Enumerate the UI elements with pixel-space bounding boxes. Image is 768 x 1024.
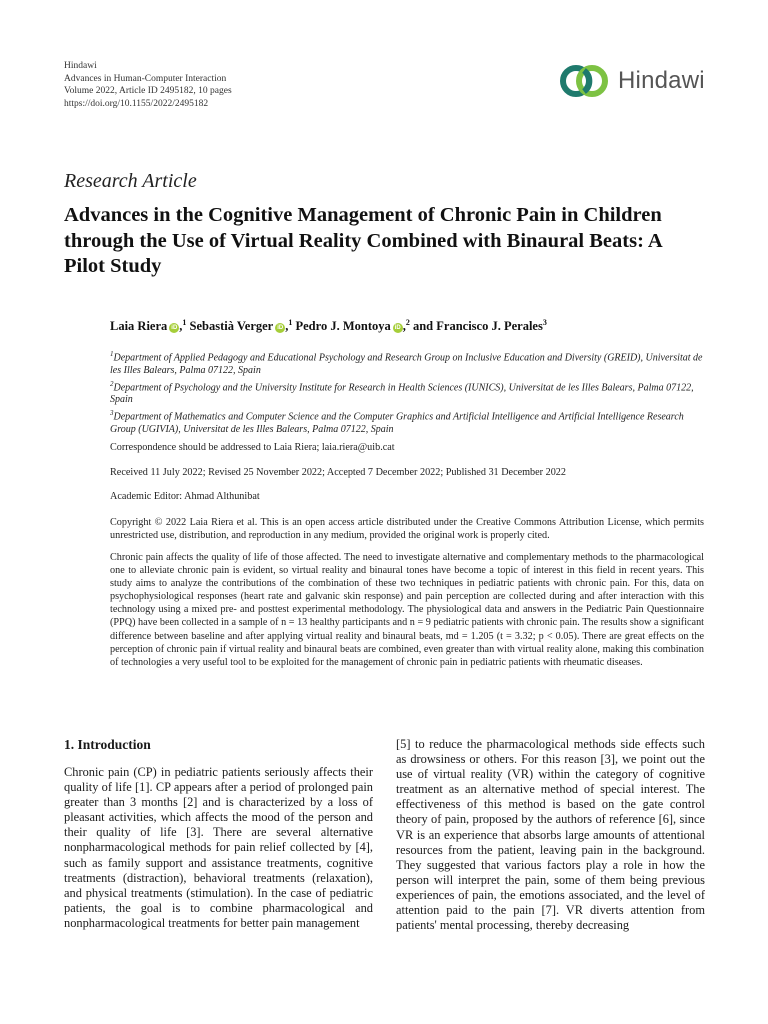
affiliation-number: 2 xyxy=(110,379,114,388)
journal-header xyxy=(64,60,232,110)
hindawi-logo xyxy=(558,62,705,100)
publisher-name: Hindawi xyxy=(64,61,97,71)
orcid-icon[interactable]: iD xyxy=(171,325,178,332)
author-list: Laia Riera iD ,$^1$ Sebastià Verger iD ,$^1$ Pedro J. Montoya iD ,$^2$ and Francisco J. Perales$^3$ xyxy=(110,318,547,334)
academic-editor: Academic Editor: Ahmad Althunibat xyxy=(110,491,260,502)
intro-paragraph-continued: [5] to reduce the pharmacological methods side effects such as drowsiness or others. For this reason [3], we point out the use of virtual reality (VR) within the category of cognitive treatment as an alternative method of special interest. The effectiveness of this method is based on the gate control theory of pain, proposed by the authors of reference [6], since VR is an experience that absorbs large amounts of attentional resources from the patient, leaving pain in the background. They suggested that various factors play a role in how the person will interpret the pain, some of them being previous experiences of pain, the emotions associated, and the level of attention paid to the pain [7]. VR diverts attention from patients' mental processing, thereby decreasing xyxy=(396,737,705,933)
orcid-icon[interactable]: iD xyxy=(394,325,401,332)
affiliation-number: 1 xyxy=(110,350,114,358)
article-type: Research Article xyxy=(64,170,197,192)
section-heading: 1. Introduction xyxy=(64,737,151,752)
article-title: Advances in the Cognitive Management of Chronic Pain in Children through the Use of Virtual Reality Combined with Binaural Beats: A Pilot Study xyxy=(64,204,662,277)
affiliation-item xyxy=(110,348,710,378)
affiliation-text: Department of Mathematics and Computer Science and the Computer Graphics and Artificial Intelligence and Artificial Intelligence Research Group (UGIVIA), Universitat de les Illes Balears, Palma 07122, Spain xyxy=(110,411,684,435)
journal-name: Advances in Human-Computer Interaction xyxy=(64,73,227,84)
hindawi-logo-icon xyxy=(558,62,612,100)
abstract: Chronic pain affects the quality of life of those affected. The need to investigate alternative and complementary methods to the pharmacological one to alleviate chronic pain is evident, so virtual reality and binaural tones have become a topic of interest in this field in recent years. This study aims to analyze the contributions of the combination of these two techniques in pediatric patients with chronic pain. For this, data on psychophysiological responses (heart rate and galvanic skin response) and pain perception are collected during and after interaction with this technology using a mixed pre- and posttest experimental methodology. The physiological data and answers in the Pediatric Pain Questionnaire (PPQ) have been collected in a sample of n = 13 healthy participants and n = 9 pediatric patients with chronic pain. The results show a significant difference between baseline and after applying virtual reality and binaural beats, md = 1.205 (t = 3.32; p < 0.05). There are great effects on the perception of chronic pain if virtual reality and binaural beats are combined, even greater than with virtual reality alone, making this combination of technologies a very useful tool to be exploited for the management of chronic pain in pediatric patients with rheumatic diseases. xyxy=(110,552,704,668)
author-name: Pedro J. Montoya xyxy=(295,319,391,334)
affiliation-number: 3 xyxy=(110,409,114,418)
logo-wordmark: Hindawi xyxy=(618,67,705,94)
intro-left-column xyxy=(64,737,373,931)
copyright-notice: Copyright © 2022 Laia Riera et al. This is an open access article distributed under the Creative Commons Attribution License, which permits unrestricted use, distribution, and reproduction in any medium, provided the original work is properly cited. xyxy=(110,517,704,542)
orcid-icon[interactable]: iD xyxy=(277,325,284,332)
affiliation-text: Department of Applied Pedagogy and Educational Psychology and Research Group on Inclusive Education and Diversity (GREID), Universitat de les Illes Balears, Palma 07122, Spain xyxy=(110,352,703,376)
author-affiliation-number: 1 xyxy=(288,318,293,327)
author-affiliation-number: 2 xyxy=(405,318,410,327)
intro-right-column xyxy=(396,737,705,933)
affiliations xyxy=(110,348,710,437)
author-affiliation-number: 1 xyxy=(182,318,187,327)
author-name: Francisco J. Perales xyxy=(436,319,543,334)
volume-info: Volume 2022, Article ID 2495182, 10 pages xyxy=(64,86,232,96)
author-name: Sebastià Verger xyxy=(189,319,274,334)
publication-dates: Received 11 July 2022; Revised 25 November 2022; Accepted 7 December 2022; Published 31 December 2022 xyxy=(110,467,566,478)
affiliation-item xyxy=(110,407,710,437)
author-name: Laia Riera xyxy=(110,319,168,334)
affiliation-text: Department of Psychology and the University Institute for Research in Health Sciences (IUNICS), Universitat de les Illes Balears, Palma 07122, Spain xyxy=(110,381,694,406)
doi-link[interactable]: https://doi.org/10.1155/2022/2495182 xyxy=(64,98,209,109)
intro-paragraph: Chronic pain (CP) in pediatric patients seriously affects their quality of life [1]. CP appears after a period of prolonged pain greater than 3 months [2] and is characterized by a loss of pleasant activities, which affects the mood of the person and their quality of life [3]. There are several alternative nonpharmacological methods for pain relief collected by [4], such as family support and assistance treatments, cognitive treatments (distraction), behavioral treatments (relaxation), and physical treatments (stimulation). In the case of pediatric patients, the goal is to combine pharmacological and nonpharmacological treatments for better pain management xyxy=(64,765,373,930)
correspondence: Correspondence should be addressed to Laia Riera; laia.riera@uib.cat xyxy=(110,442,395,453)
affiliation-item xyxy=(110,378,710,408)
author-affiliation-number: 3 xyxy=(542,318,547,327)
